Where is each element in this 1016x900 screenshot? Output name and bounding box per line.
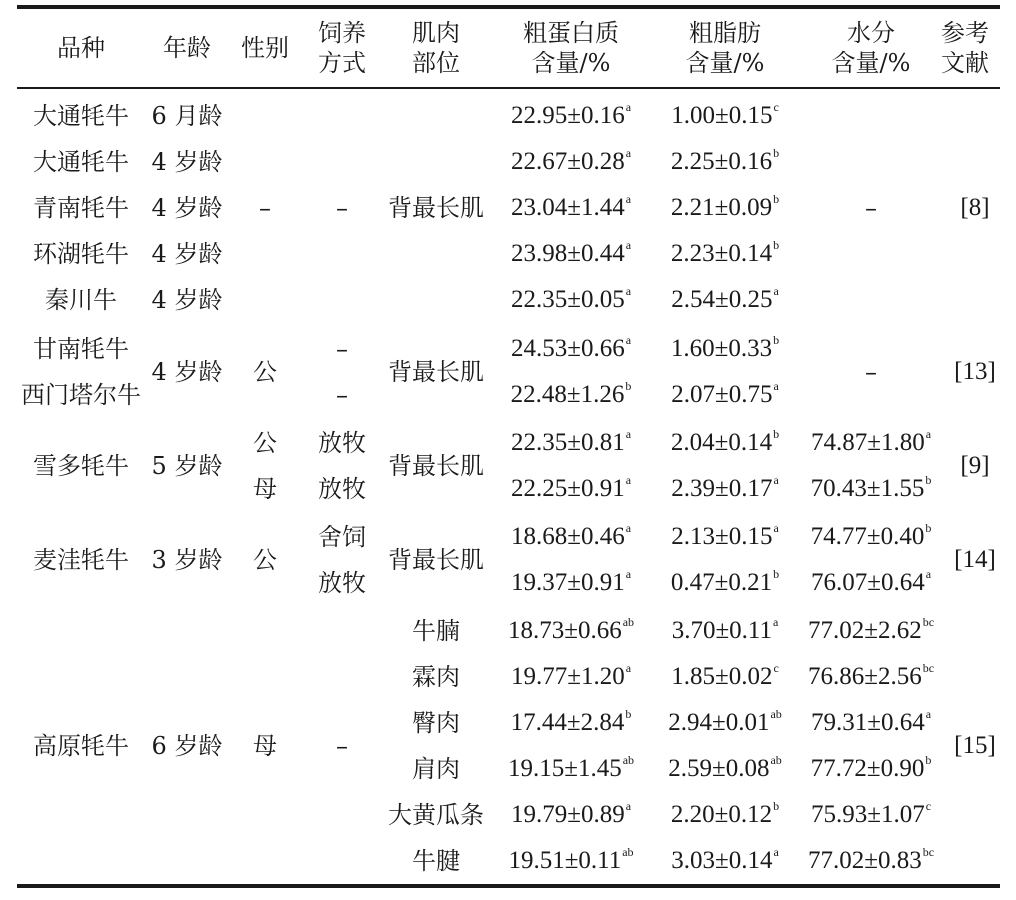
fat-cell: 3.03±0.14 $^a$ — [671, 845, 779, 874]
age-cell: 4 岁龄 — [151, 148, 223, 176]
age-cell: 4 岁龄 — [151, 240, 223, 268]
water-cell: 75.93±1.07 $^c$ — [810, 799, 932, 828]
protein-cell: 19.37±0.91 $^a$ — [510, 567, 632, 596]
cell-value: 2.59±0.08 — [668, 755, 770, 782]
cell-value: 1.00±0.15 — [671, 102, 773, 129]
feeding-cell: – — [336, 194, 348, 222]
age-cell: 3 岁龄 — [151, 546, 223, 574]
age-cell: 6 岁龄 — [151, 732, 223, 760]
sex-cell: 母 — [253, 475, 277, 503]
breed-cell: 雪多牦牛 — [33, 452, 129, 480]
water-cell: 77.72±0.90 $^b$ — [810, 753, 932, 782]
protein-cell: 24.53±0.66 $^a$ — [510, 333, 632, 362]
cell-value: 19.15±1.45 — [507, 755, 622, 782]
cell-value: 2.39±0.17 — [671, 475, 773, 502]
cell-value: 17.44±2.84 — [510, 709, 625, 736]
breed-cell: 甘南牦牛 — [33, 335, 129, 363]
water-cell: 77.02±0.83 $^{bc}$ — [807, 845, 935, 874]
sex-cell: 母 — [253, 732, 277, 760]
cell-value: 70.43±1.55 — [810, 475, 925, 502]
cell-value: 1.85±0.02 — [671, 663, 773, 690]
fat-cell: 2.59±0.08 $^{ab}$ — [668, 753, 782, 782]
age-cell: 5 岁龄 — [151, 452, 223, 480]
protein-cell: 18.73±0.66 $^{ab}$ — [507, 615, 635, 644]
cell-value: 3.03±0.14 — [671, 847, 773, 874]
age-cell: 4 岁龄 — [151, 194, 223, 222]
reference-cell: [15] — [954, 732, 996, 759]
muscle-part-cell: 背最长肌 — [388, 194, 484, 222]
muscle-part-cell: 肩肉 — [412, 755, 460, 783]
cell-value: 23.98±0.44 — [510, 240, 625, 267]
sex-cell: 公 — [253, 546, 277, 574]
cell-value: 24.53±0.66 — [510, 335, 625, 362]
nutrition-table — [17, 0, 1000, 900]
muscle-part-cell: 背最长肌 — [388, 452, 484, 480]
feeding-cell: – — [336, 335, 348, 363]
table-header-rule — [17, 87, 1000, 89]
header-protein: 粗蛋白质 含量/% — [523, 19, 619, 77]
cell-value: 75.93±1.07 — [810, 801, 925, 828]
breed-cell: 高原牦牛 — [33, 732, 129, 760]
sex-cell: 公 — [253, 358, 277, 386]
muscle-part-cell: 背最长肌 — [388, 358, 484, 386]
water-cell: 76.86±2.56 $^{bc}$ — [807, 661, 935, 690]
header-age: 年龄 — [163, 34, 211, 62]
feeding-cell: 放牧 — [318, 429, 366, 457]
cell-value: 1.60±0.33 — [670, 335, 773, 362]
fat-cell: 2.21±0.09 $^b$ — [670, 192, 780, 221]
cell-value: 22.67±0.28 — [510, 148, 625, 175]
reference-cell: [14] — [954, 546, 996, 573]
header-water: 水分 含量/% — [831, 19, 911, 77]
water-cell: 74.77±0.40 $^b$ — [810, 521, 932, 550]
cell-value: 2.07±0.75 — [671, 381, 773, 408]
sex-cell: 公 — [253, 429, 277, 457]
water-cell: – — [865, 358, 877, 386]
cell-value: 19.79±0.89 — [510, 801, 625, 828]
cell-value: 77.72±0.90 — [810, 755, 925, 782]
fat-cell: 2.07±0.75 $^a$ — [671, 379, 779, 408]
reference-cell: [8] — [960, 194, 990, 221]
protein-cell: 19.77±1.20 $^a$ — [510, 661, 632, 690]
muscle-part-cell: 牛腩 — [412, 617, 460, 645]
protein-cell: 19.51±0.11 $^{ab}$ — [508, 845, 634, 874]
cell-value: 0.47±0.21 — [670, 569, 773, 596]
header-breed: 品种 — [57, 34, 105, 62]
muscle-part-cell: 臀肉 — [412, 709, 460, 737]
cell-value: 18.73±0.66 — [507, 617, 622, 644]
breed-cell: 西门塔尔牛 — [21, 381, 141, 409]
protein-cell: 22.25±0.91 $^a$ — [510, 473, 632, 502]
cell-value: 19.37±0.91 — [510, 569, 625, 596]
cell-value: 2.94±0.01 — [668, 709, 770, 736]
age-cell: 4 岁龄 — [151, 286, 223, 314]
feeding-cell: 放牧 — [318, 569, 366, 597]
reference-cell: [13] — [954, 358, 996, 385]
cell-value: 22.25±0.91 — [510, 475, 625, 502]
water-cell: – — [865, 194, 877, 222]
fat-cell: 2.25±0.16 $^b$ — [670, 146, 780, 175]
header-reference: 参考 文献 — [941, 19, 989, 77]
header-sex: 性别 — [241, 34, 289, 62]
cell-value: 76.86±2.56 — [807, 663, 922, 690]
table-bottom-rule — [17, 884, 1000, 888]
protein-cell: 23.04±1.44 $^a$ — [510, 192, 632, 221]
cell-value: 19.77±1.20 — [510, 663, 625, 690]
fat-cell: 0.47±0.21 $^b$ — [670, 567, 780, 596]
muscle-part-cell: 牛腱 — [412, 847, 460, 875]
cell-value: 74.77±0.40 — [810, 523, 925, 550]
cell-value: 77.02±2.62 — [807, 617, 922, 644]
sex-cell: – — [259, 194, 271, 222]
fat-cell: 2.20±0.12 $^b$ — [670, 799, 780, 828]
protein-cell: 22.35±0.81 $^a$ — [510, 427, 632, 456]
feeding-cell: – — [336, 381, 348, 409]
water-cell: 79.31±0.64 $^a$ — [810, 707, 932, 736]
feeding-cell: 舍饲 — [318, 523, 366, 551]
water-cell: 74.87±1.80 $^a$ — [810, 427, 932, 456]
protein-cell: 22.67±0.28 $^a$ — [510, 146, 632, 175]
muscle-part-cell: 大黄瓜条 — [388, 801, 484, 829]
reference-cell: [9] — [960, 452, 990, 479]
protein-cell: 19.79±0.89 $^a$ — [510, 799, 632, 828]
cell-value: 22.48±1.26 — [510, 381, 625, 408]
cell-value: 19.51±0.11 — [508, 847, 622, 874]
age-cell: 6 月龄 — [151, 102, 223, 130]
breed-cell: 麦洼牦牛 — [33, 546, 129, 574]
muscle-part-cell: 背最长肌 — [388, 546, 484, 574]
protein-cell: 18.68±0.46 $^a$ — [510, 521, 632, 550]
water-cell: 70.43±1.55 $^b$ — [810, 473, 932, 502]
cell-value: 77.02±0.83 — [807, 847, 922, 874]
cell-value: 2.21±0.09 — [670, 194, 773, 221]
cell-value: 2.20±0.12 — [670, 801, 773, 828]
cell-value: 2.13±0.15 — [671, 523, 773, 550]
cell-value: 79.31±0.64 — [810, 709, 925, 736]
breed-cell: 秦川牛 — [45, 286, 117, 314]
cell-value: 23.04±1.44 — [510, 194, 625, 221]
feeding-cell: 放牧 — [318, 475, 366, 503]
fat-cell: 1.60±0.33 $^b$ — [670, 333, 780, 362]
breed-cell: 青南牦牛 — [33, 194, 129, 222]
cell-value: 3.70±0.11 — [671, 617, 772, 644]
table-top-rule — [17, 5, 1000, 9]
fat-cell: 2.23±0.14 $^b$ — [670, 238, 780, 267]
cell-value: 2.23±0.14 — [670, 240, 773, 267]
cell-value: 2.25±0.16 — [670, 148, 773, 175]
fat-cell: 2.94±0.01 $^{ab}$ — [668, 707, 782, 736]
protein-cell: 23.98±0.44 $^a$ — [510, 238, 632, 267]
feeding-cell: – — [336, 732, 348, 760]
fat-cell: 2.13±0.15 $^a$ — [671, 521, 779, 550]
fat-cell: 2.39±0.17 $^a$ — [671, 473, 779, 502]
header-muscle-part: 肌肉 部位 — [412, 19, 460, 77]
age-cell: 4 岁龄 — [151, 358, 223, 386]
protein-cell: 19.15±1.45 $^{ab}$ — [507, 753, 635, 782]
fat-cell: 3.70±0.11 $^a$ — [671, 615, 779, 644]
cell-value: 2.04±0.14 — [670, 429, 773, 456]
cell-value: 74.87±1.80 — [810, 429, 925, 456]
header-feeding: 饲养 方式 — [318, 19, 366, 77]
breed-cell: 大通牦牛 — [33, 102, 129, 130]
protein-cell: 22.48±1.26 $^b$ — [510, 379, 632, 408]
cell-value: 76.07±0.64 — [810, 569, 925, 596]
cell-value: 22.95±0.16 — [510, 102, 625, 129]
cell-value: 22.35±0.05 — [510, 286, 625, 313]
cell-value: 2.54±0.25 — [671, 286, 773, 313]
breed-cell: 大通牦牛 — [33, 148, 129, 176]
protein-cell: 17.44±2.84 $^b$ — [510, 707, 632, 736]
cell-value: 18.68±0.46 — [510, 523, 625, 550]
breed-cell: 环湖牦牛 — [33, 240, 129, 268]
water-cell: 77.02±2.62 $^{bc}$ — [807, 615, 935, 644]
water-cell: 76.07±0.64 $^a$ — [810, 567, 932, 596]
muscle-part-cell: 霖肉 — [412, 663, 460, 691]
header-fat: 粗脂肪 含量/% — [685, 19, 765, 77]
fat-cell: 2.04±0.14 $^b$ — [670, 427, 780, 456]
cell-value: 22.35±0.81 — [510, 429, 625, 456]
protein-cell: 22.95±0.16 $^a$ — [510, 100, 632, 129]
fat-cell: 1.85±0.02 $^c$ — [671, 661, 779, 690]
fat-cell: 2.54±0.25 $^a$ — [671, 284, 779, 313]
fat-cell: 1.00±0.15 $^c$ — [671, 100, 779, 129]
protein-cell: 22.35±0.05 $^a$ — [510, 284, 632, 313]
